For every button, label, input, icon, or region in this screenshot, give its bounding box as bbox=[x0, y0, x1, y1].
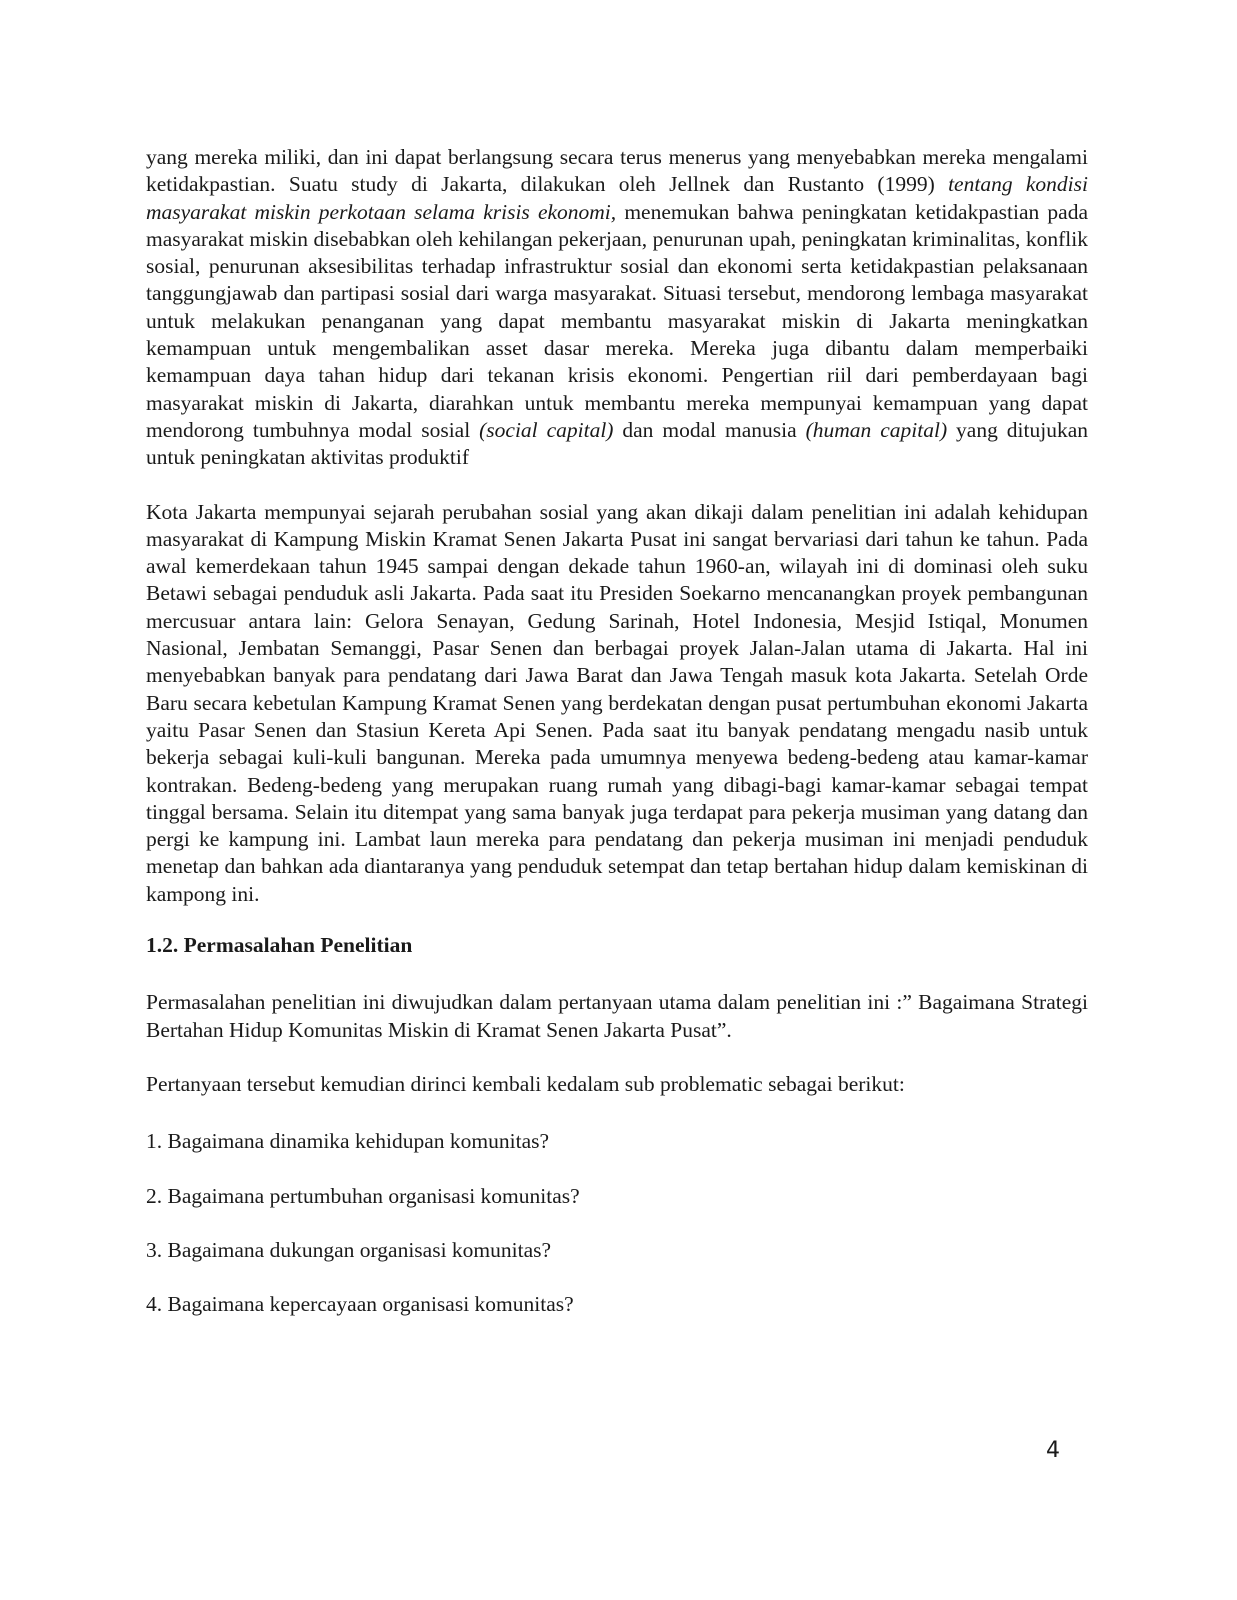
question-list bbox=[146, 1128, 1088, 1318]
list-item: 1. Bagaimana dinamika kehidupan komunitas? bbox=[146, 1129, 550, 1154]
paragraph-intro-text-1: yang mereka miliki, dan ini dapat berlangsung secara terus menerus yang menyebabkan mereka mengalami ketidakpastian. Suatu study di Jakarta, dilakukan oleh Jellnek dan Rustanto (1999) bbox=[146, 145, 1088, 197]
paragraph-history: Kota Jakarta mempunyai sejarah perubahan sosial yang akan dikaji dalam penelitian ini adalah kehidupan masyarakat di Kampung Miskin Kramat Senen Jakarta Pusat ini sangat bervariasi dari tahun ke tahun. Pada awal kemerdekaan tahun 1945 sampai dengan dekade tahun 1960-an, wilayah ini di dominasi oleh suku Betawi sebagai penduduk asli Jakarta. Pada saat itu Presiden Soekarno mencanangkan proyek pembangunan mercusuar antara lain: Gelora Senayan, Gedung Sarinah, Hotel Indonesia, Mesjid Istiqal, Monumen Nasional, Jembatan Semanggi, Pasar Senen dan berbagai proyek Jalan-Jalan utama di Jakarta. Hal ini menyebabkan banyak para pendatang dari Jawa Barat dan Jawa Tengah masuk kota Jakarta. Setelah Orde Baru secara kebetulan Kampung Kramat Senen yang berdekatan dengan pusat pertumbuhan ekonomi Jakarta yaitu Pasar Senen dan Stasiun Kereta Api Senen. Pada saat itu banyak pendatang mengadu nasib untuk bekerja sebagai kuli-kuli bangunan. Mereka pada umumnya menyewa bedeng-bedeng atau kamar-kamar kontrakan. Bedeng-bedeng yang merupakan ruang rumah yang dibagi-bagi kamar-kamar sebagai tempat tinggal bersama. Selain itu ditempat yang sama banyak juga terdapat para pekerja musiman yang datang dan pergi ke kampung ini. Lambat laun mereka para pendatang dan pekerja musiman ini menjadi penduduk menetap dan bahkan ada diantaranya yang penduduk setempat dan tetap bertahan hidup dalam kemiskinan di kampong ini. bbox=[146, 499, 1088, 906]
paragraph-intro-italic-1: tentang kondisi masyarakat miskin perkotaan selama krisis ekonomi, bbox=[146, 172, 1088, 224]
paragraph-intro-italic-2: (social capital) bbox=[479, 417, 614, 442]
page-number: 4 bbox=[1046, 1438, 1060, 1463]
paragraph-intro bbox=[146, 144, 1088, 472]
paragraph-sub-problems-intro: Pertanyaan tersebut kemudian dirinci kembali kedalam sub problematic sebagai berikut: bbox=[146, 1071, 905, 1096]
paragraph-intro-text-3: dan modal manusia bbox=[613, 417, 806, 442]
paragraph-intro-text-2: menemukan bahwa peningkatan ketidakpastian pada masyarakat miskin disebabkan oleh kehilangan pekerjaan, penurunan upah, peningkatan kriminalitas, konflik sosial, penurunan aksesibilitas terhadap infrastruktur sosial dan ekonomi serta ketidakpastian pelaksanaan tanggungjawab dan partipasi sosial dari warga masyarakat. Situasi tersebut, mendorong lembaga masyarakat untuk melakukan penanganan yang dapat membantu masyarakat miskin di Jakarta meningkatkan kemampuan untuk mengembalikan asset dasar mereka. Mereka juga dibantu dalam memperbaiki kemampuan daya tahan hidup dari tekanan krisis ekonomi. Pengertian riil dari pemberdayaan bagi masyarakat miskin di Jakarta, diarahkan untuk membantu mereka mempunyai kemampuan yang dapat mendorong tumbuhnya modal sosial bbox=[146, 199, 1088, 442]
document-page bbox=[146, 144, 1088, 1318]
paragraph-research-question: Permasalahan penelitian ini diwujudkan dalam pertanyaan utama dalam penelitian ini :” Bagaimana Strategi Bertahan Hidup Komunitas Miskin di Kramat Senen Jakarta Pusat”. bbox=[146, 990, 1088, 1042]
list-item: 3. Bagaimana dukungan organisasi komunitas? bbox=[146, 1237, 552, 1262]
list-item: 4. Bagaimana kepercayaan organisasi komunitas? bbox=[146, 1292, 574, 1317]
paragraph-intro-italic-3: (human capital) bbox=[805, 417, 948, 442]
section-heading: 1.2. Permasalahan Penelitian bbox=[146, 933, 413, 958]
paragraph-intro-text-4: yang ditujukan untuk peningkatan aktivitas produktif bbox=[146, 417, 1088, 470]
list-item: 2. Bagaimana pertumbuhan organisasi komunitas? bbox=[146, 1183, 580, 1208]
